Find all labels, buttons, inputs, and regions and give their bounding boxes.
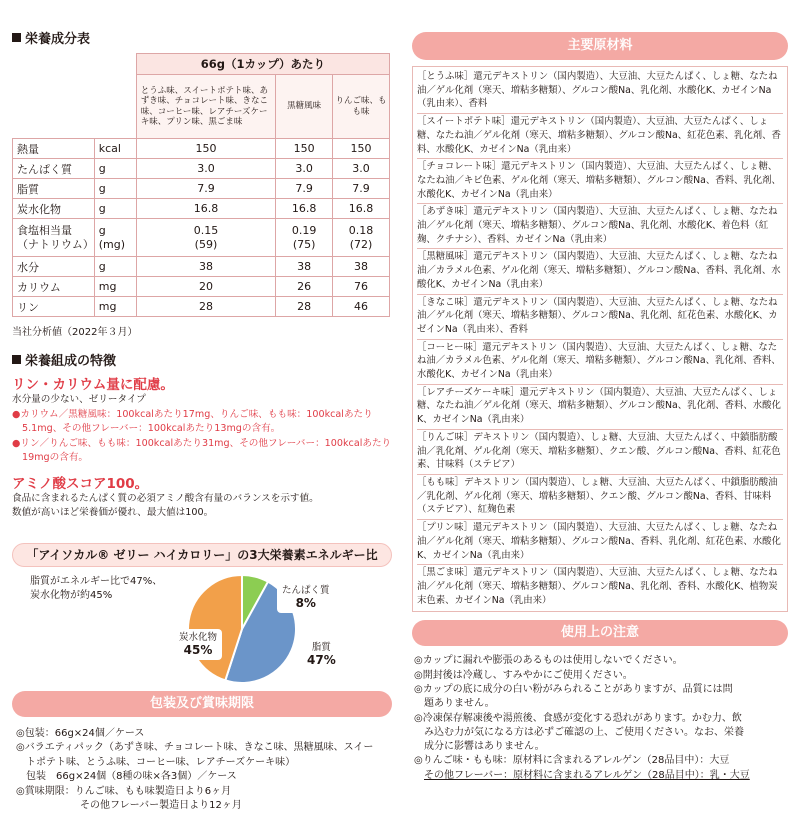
left-column [12,28,392,814]
square-bullet-icon [12,33,21,42]
features-heading: 栄養組成の特徴 [12,350,392,369]
flavor-header-3: りんご味、もも味 [333,75,390,139]
analysis-note: 当社分析値（2022年３月） [12,327,138,338]
list-item: ［とうふ味］還元デキストリン（国内製造）、大豆油、大豆たんぱく、しょ糖、なたね油／ゲル化剤（寒天、増粘多糖類）、グルコン酸Na、乳化剤、水酸化K、カゼインNa（乳由来）、香料 [417,69,783,114]
list-item: ［レアチーズケーキ味］還元デキストリン（国内製造）、大豆油、大豆たんぱく、しょ糖、なたね油／ゲル化剤（寒天、増粘多糖類）、グルコン酸Na、乳化剤、香料、水酸化K、カゼインNa（乳由来） [417,385,783,430]
flavor-header-2: 黒糖風味 [276,75,333,139]
table-row: 脂質 g 7.9 7.9 7.9 [13,179,390,199]
per-serving-header: 66g（1カップ）あたり [136,54,389,75]
feature-bullet-phosphorus: ●リン／りんご味、もも味：100kcalあたり31mg、その他フレーバー：100kcalあたり [12,437,392,449]
list-item: ［もも味］デキストリン（国内製造）、しょ糖、大豆油、大豆たんぱく、中鎖脂肪酸油／乳化剤、ゲル化剤（寒天、増粘多糖類）、クエン酸、グルコン酸Na、香料、甘味料（ステビア）、紅麹色素 [417,475,783,520]
caution-list: ◎カップに漏れや膨張のあるものは使用しないでください。 ◎開封後は冷蔵し、すみやかにご使用ください。 ◎カップの底に成分の白い粉がみられることがありますが、品質には問 題ありません。 ◎冷凍保存解凍後や湯煎後、食感が変化する恐れがあります。かむ力、飲 み込む力が気になる方は必ずご確認の上、ご使用ください。なお、栄養 成分に影響はありません。 ◎りんご味・もも味：原材料に含まれるアレルゲン（28品目中）：大豆 その他フレーバー：原材料に含まれるアレルゲン（28品目中）：乳・大豆 [414,655,750,781]
amino-desc-1: 食品に含まれるたんぱく質の必須アミノ酸含有量のバランスを示す値。 [12,492,319,504]
table-row: 炭水化物 g 16.8 16.8 16.8 [13,199,390,219]
pie-label-fat: 脂質 47% [302,639,341,670]
features-section: 栄養組成の特徴 リン・カリウム量に配慮。 水分量の少ない、ゼリータイプ ●カリウム／黒糖風味：100kcalあたり17mg、りんご味、もも味：100kcalあたり 5.1mg、その他フレーバー：100kcalあたり13mgの含有。 ●リン／りんご味、もも味：100kcalあたり31mg、その他フレーバー：100kcalあたり 19mgの含有。 アミノ酸スコア100。 食品に含まれるたんぱく質の必須アミノ酸含有量のバランスを示す値。 数値が高いほど栄養価が優れ、最大値は100。 [12,350,392,521]
feature-subtitle: 水分量の少ない、ゼリータイプ [12,394,146,405]
table-row-sodium: 食塩相当量 （ナトリウム） g (mg) 0.15 (59) 0.19 (75) 0.18 (72) [13,219,390,257]
list-item: ［スイートポテト味］還元デキストリン（国内製造）、大豆油、大豆たんぱく、しょ糖、なたね油／ゲル化剤（寒天、増粘多糖類）、グルコン酸Na、紅花色素、乳化剤、香料、水酸化K、カゼインNa（乳由来） [417,114,783,159]
pie-label-protein: たんぱく質 8% [277,582,335,613]
energy-text-1: 脂質がエネルギー比で47%、 [30,575,163,587]
pie-label-carb: 炭水化物 45% [174,629,222,660]
energy-pie-section [12,567,392,685]
feature-bullet-potassium: ●カリウム／黒糖風味：100kcalあたり17mg、りんご味、もも味：100kcalあたり [12,408,373,420]
list-item: ［プリン味］還元デキストリン（国内製造）、大豆油、大豆たんぱく、しょ糖、なたね油／ゲル化剤（寒天、増粘多糖類）、グルコン酸Na、香料、乳化剤、紅花色素、水酸化K、カゼインNa（乳由来） [417,520,783,565]
table-row: 熱量 kcal 150 150 150 [13,139,390,159]
ingredients-banner: 主要原材料 [412,32,788,60]
feature-title-phosphorus: リン・カリウム量に配慮。 [12,377,174,393]
list-item: ［コーヒー味］還元デキストリン（国内製造）、大豆油、大豆たんぱく、しょ糖、なたね油／カラメル色素、ゲル化剤（寒天、増粘多糖類）、グルコン酸Na、乳化剤、香料、水酸化K、カゼインNa（乳由来） [417,340,783,385]
list-item: ［りんご味］デキストリン（国内製造）、しょ糖、大豆油、大豆たんぱく、中鎖脂肪酸油／乳化剤、ゲル化剤（寒天、増粘多糖類）、クエン酸、グルコン酸Na、香料、紅花色素、甘味料（ステビア） [417,430,783,475]
table-row: リン mg 28 28 46 [13,297,390,317]
list-item: ［黒糖風味］還元デキストリン（国内製造）、大豆油、大豆たんぱく、しょ糖、なたね油／カラメル色素、ゲル化剤（寒天、増粘多糖類）、グルコン酸Na、香料、乳化剤、水酸化K、カゼインNa（乳由来） [417,249,783,294]
nutrition-heading: 栄養成分表 [12,28,392,47]
table-row: たんぱく質 g 3.0 3.0 3.0 [13,159,390,179]
list-item: ［あずき味］還元デキストリン（国内製造）、大豆油、大豆たんぱく、しょ糖、なたね油／ゲル化剤（寒天、増粘多糖類）、グルコン酸Na、乳化剤、水酸化K、着色料（紅麹、クチナシ）、香料、カゼインNa（乳由来） [417,204,783,249]
flavor-header-1: とうふ味、スイートポテト味、あずき味、チョコレート味、きなこ味、コーヒー味、レアチーズケーキ味、プリン味、黒ごま味 [136,75,276,139]
table-row: 水分 g 38 38 38 [13,257,390,277]
feature-title-amino: アミノ酸スコア100。 [12,475,149,492]
square-bullet-icon [12,355,21,364]
table-row: カリウム mg 20 26 76 [13,277,390,297]
nutrition-table [12,53,390,317]
package-info: ◎包装：66g×24個／ケース ◎バラエティパック（あずき味、チョコレート味、きなこ味、黒糖風味、スイー トポテト味、とうふ味、コーヒー味、レアチーズケーキ味） 包装 66g×24個（8種の味×各3個）／ケース ◎賞味期限：りんご味、もも味製造日より6ヶ月 その他フレーバー製造日より12ヶ月 [16,727,374,811]
list-item: ［黒ごま味］還元デキストリン（国内製造）、大豆油、大豆たんぱく、しょ糖、なたね油／ゲル化剤（寒天、増粘多糖類）、グルコン酸Na、乳化剤、香料、水酸化K、植物炭末色素、カゼインNa（乳由来） [417,567,778,606]
right-column [412,32,788,783]
list-item: ［チョコレート味］還元デキストリン（国内製造）、大豆油、大豆たんぱく、しょ糖、なたね油／キビ色素、ゲル化剤（寒天、増粘多糖類）、グルコン酸Na、香料、乳化剤、水酸化K、カゼインNa（乳由来） [417,159,783,204]
energy-text-2: 炭水化物が約45% [30,589,113,601]
list-item: ［きなこ味］還元デキストリン（国内製造）、大豆油、大豆たんぱく、しょ糖、なたね油／ゲル化剤（寒天、増粘多糖類）、グルコン酸Na、乳化剤、紅花色素、水酸化K、カゼインNa（乳由来）、香料 [417,295,783,340]
caution-banner: 使用上の注意 [412,620,788,646]
ingredients-list [412,66,788,612]
energy-ratio-banner: 「アイソカル® ゼリー ハイカロリー」の3大栄養素エネルギー比 [12,543,392,567]
amino-desc-2: 数値が高いほど栄養価が優れ、最大値は100。 [12,507,214,518]
package-banner: 包装及び賞味期限 [12,691,392,717]
